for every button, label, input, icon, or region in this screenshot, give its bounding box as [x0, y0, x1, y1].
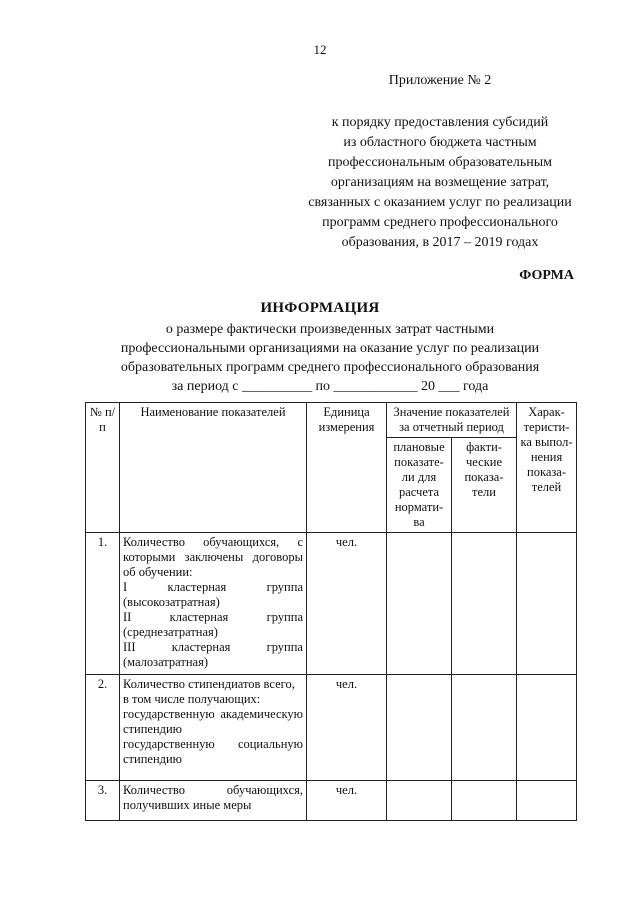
row-actual-cell	[452, 675, 517, 781]
row-actual-cell	[452, 533, 517, 675]
row-name-line: государственную академическую стипендию	[123, 707, 303, 736]
row-name-line: Количество стипендиатов всего,	[123, 677, 295, 691]
row-name	[120, 781, 307, 821]
row-planned-cell	[387, 533, 452, 675]
header-characteristics: Харак-теристи-ка выпол-нения показа-телей	[517, 403, 577, 533]
header-value: Значение показателей за отчетный период	[387, 403, 517, 438]
report-table	[85, 402, 577, 821]
subtitle-line: за период с __________ по ____________ 20 ___ года	[171, 379, 489, 394]
table-row	[86, 781, 577, 821]
subtitle-line: образовательных программ среднего профессионального образования	[120, 360, 540, 375]
row-characteristics-cell	[517, 781, 577, 821]
row-name-line: государственную социальную стипендию	[123, 737, 303, 766]
row-number: 3.	[86, 781, 120, 821]
row-number: 2.	[86, 675, 120, 781]
page-number: 12	[313, 42, 327, 57]
appendix-line: программ среднего профессионального	[322, 215, 558, 230]
appendix-line: из областного бюджета частным	[343, 135, 537, 150]
table-row	[86, 675, 577, 781]
row-actual-cell	[452, 781, 517, 821]
appendix-line: организациям на возмещение затрат,	[330, 175, 550, 190]
appendix-line: образования, в 2017 – 2019 годах	[341, 235, 539, 250]
appendix-line: связанных с оказанием услуг по реализации	[308, 195, 572, 210]
row-name-line: Количество обучающихся, с которыми заключены договоры об обучении:	[123, 535, 303, 579]
appendix-number: Приложение № 2	[388, 73, 492, 88]
row-characteristics-cell	[517, 533, 577, 675]
row-planned-cell	[387, 781, 452, 821]
subtitle-line: профессиональными организациями на оказание услуг по реализации	[120, 341, 540, 356]
row-unit: чел.	[307, 675, 387, 781]
row-name-line: I кластерная группа (высокозатратная)	[123, 580, 303, 609]
info-subtitle	[100, 320, 560, 396]
header-name: Наименование показателей	[120, 403, 307, 533]
table-row	[86, 533, 577, 675]
header-unit: Единица измерения	[307, 403, 387, 533]
row-name	[120, 675, 307, 781]
row-name-line: в том числе получающих:	[123, 692, 261, 706]
form-label: ФОРМА	[519, 268, 574, 283]
row-name-line: III кластерная группа (малозатратная)	[123, 640, 303, 669]
row-unit: чел.	[307, 533, 387, 675]
subtitle-line: о размере фактически произведенных затрат частными	[165, 322, 495, 337]
appendix-line: профессиональным образовательным	[327, 155, 553, 170]
row-name	[120, 533, 307, 675]
row-planned-cell	[387, 675, 452, 781]
row-name-line: II кластерная группа (среднезатратная)	[123, 610, 303, 639]
appendix-line: к порядку предоставления субсидий	[331, 115, 549, 130]
header-number: № п/п	[86, 403, 120, 533]
appendix-description	[290, 113, 590, 253]
row-name-line: Количество обучающихся, получивших иные меры	[123, 783, 303, 812]
row-characteristics-cell	[517, 675, 577, 781]
row-number: 1.	[86, 533, 120, 675]
header-planned: плановые показате-ли для расчета нормати-ва	[387, 438, 452, 533]
header-actual: факти-ческие показа-тели	[452, 438, 517, 533]
info-title: ИНФОРМАЦИЯ	[260, 300, 380, 316]
row-unit: чел.	[307, 781, 387, 821]
